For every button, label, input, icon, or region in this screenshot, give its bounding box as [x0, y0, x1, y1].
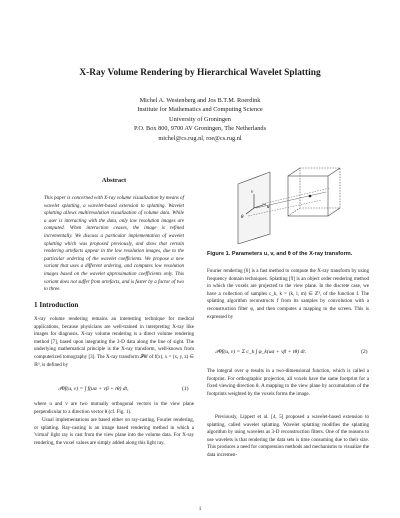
abstract-heading: Abstract [101, 177, 127, 184]
figure-1-caption: Figure 1. Parameters u, v, and θ of the X-ray transform. [207, 251, 353, 257]
author-block [30, 96, 370, 143]
right-paragraph-3 [207, 414, 369, 460]
equation-1-number: (1) [182, 386, 189, 392]
equation-2: 𝒫θf(u, v) = Σ c_k ∫ φ_k(uα + vβ + tθ) dt. [215, 349, 307, 355]
page-number: 1 [198, 506, 202, 512]
right-para1-text: Fourier rendering [6] is a fast method to compute the X-ray transform by using frequency domain techniques. Splatting [9] is an object order rendering method in which the voxels are projected to the view plane. In the discrete case, we have a collection of samples c_k, k = (k, l, m) ∈ ℤ³, of the function f. The splatting algorithm reconstructs f from its samples by convolution with a reconstruction filter φ, and then computes a mapping to the screen. This is expressed by [207, 268, 369, 320]
intro-paragraph-2 [34, 401, 194, 416]
intro-paragraph-1 [34, 316, 194, 369]
section-heading-introduction: 1 Introduction [34, 301, 79, 309]
paper-title: X-Ray Volume Rendering by Hierarchical Wavelet Splatting [79, 68, 321, 78]
right-paragraph-1 [207, 268, 369, 321]
label-theta: θ [241, 215, 244, 220]
equation-1: 𝒫θf(u, v) = ∫ f(uα + vβ + tθ) dt, [58, 386, 129, 392]
intro-para1-text: X-ray volume rendering remains an interesting technique for medical applications, because physicians are well-trained in interpreting X-ray like images for diagnosis. X-ray volume rendering is a direct volume rendering method [7], based upon integrating the 3-D data along the line of sight. The underlying mathematical principle is the X-ray transform, well-known from computerized tomography [3]. The X-ray transform 𝒫θf of f(x), x = (x, y, z) ∈ ℝ³, is defined by [34, 316, 194, 368]
author-university: University of Groningen [169, 115, 231, 123]
author-email: michel@cs.rug.nl, roe@cs.rug.nl [158, 134, 242, 142]
author-institute: Institute for Mathematics and Computing Science [137, 106, 263, 114]
author-names: Michel A. Westenberg and Jos B.T.M. Roerdink [139, 97, 261, 104]
equation-2-number: (2) [361, 349, 368, 355]
label-u: u [267, 205, 270, 210]
figure-1-diagram [226, 164, 351, 244]
author-address: P.O. Box 800, 9700 AV Groningen, The Netherlands [133, 125, 267, 133]
sample-point [309, 195, 312, 198]
label-v: v [251, 190, 254, 195]
right-para3-text: Previously, Lippert et al. [4, 5] proposed a wavelet-based extension to splatting, called wavelet splatting. Wavelet splatting modifies the splatting algorithm by using wavelets as 3-D reconstruction filters. One of the reasons to use wavelets is that rendering the data sets is time consuming due to their size. This produces a need for compression methods and mechanisms to visualize the data incremen- [207, 414, 369, 458]
right-paragraph-2 [207, 368, 369, 398]
volume-cube [288, 168, 340, 216]
abstract-text: This paper is concerned with X-ray volume visualization by means of wavelet splatting, a wavelet-based extension to splatting. Wavelet splatting allows multiresolution visualization of volume data. While a user is interacting with the data, only low resolution images are computed. When interaction ceases, the image is refined incrementally. We discuss a particular implementation of wavelet splatting which was proposed previously, and show that certain rendering artefacts appear in the low resolution images, due to the particular ordering of the wavelet coefficients. We propose a new variant that uses a different ordering, and computes low resolution images based on the wavelet approximation coefficients only. This variant does not suffer from artefacts, and is faster by a factor of two to three. [44, 195, 184, 293]
intro-para3-text: Usual implementations are based either on ray-casting, Fourier rendering, or splatting. Ray-casting is an image based rendering method in which a 'virtual' light ray is cast from the view plane into the volume data. For X-ray rendering, the voxel values are simply added along this light ray. [34, 417, 194, 446]
right-para2-text: The integral over φ results in a two-dimensional function, which is called a footprint. For orthographic projection, all voxels have the same footprint for a fixed viewing direction θ. A mapping to the view plane by accumulation of the footprints weighted by the voxels forms the image. [207, 368, 369, 397]
intro-para2-text: where u and v are two mutually orthogonal vectors in the view plane perpendicular to a direction vector θ (cf. Fig. 1). [34, 401, 194, 415]
intro-paragraph-3 [34, 417, 194, 447]
